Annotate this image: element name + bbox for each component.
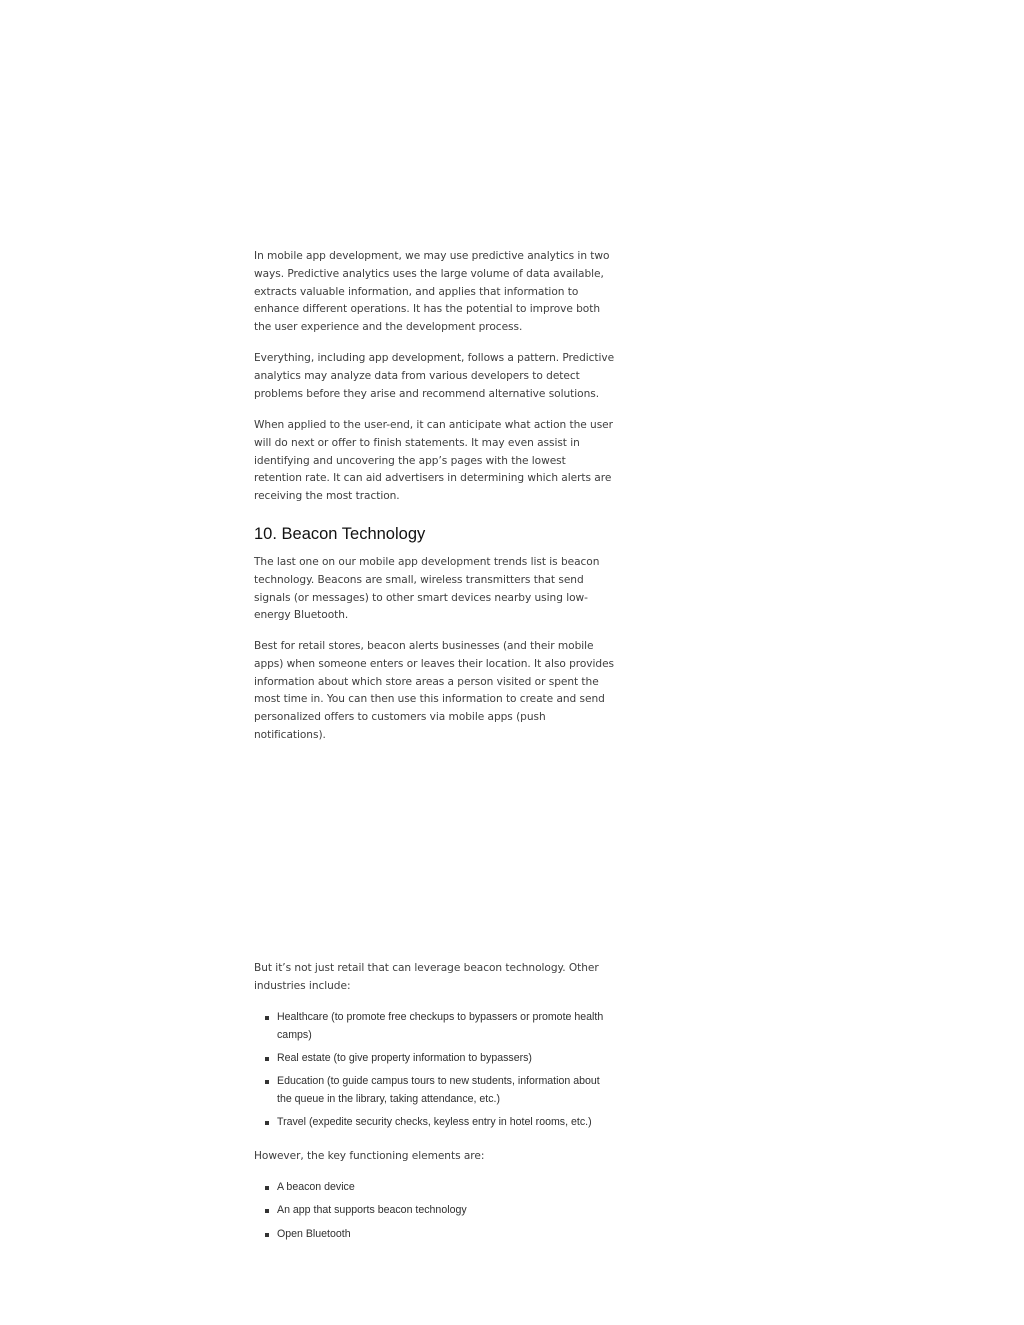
list-item: [254, 1009, 616, 1045]
paragraph-elements-intro: However, the key functioning elements are:: [254, 1150, 485, 1162]
list-item: [254, 1179, 616, 1197]
list-item: [254, 1226, 616, 1244]
bullet-icon: [265, 1233, 269, 1237]
list-item-text: Education (to guide campus tours to new students, information about the queue in the library, taking attendance, etc.): [277, 1075, 600, 1106]
paragraph-predictive-analytics-user-end: When applied to the user-end, it can anticipate what action the user will do next or offer to finish statements. It may even assist in identifying and uncovering the app’s pages with the lowest retention rate. It can aid advertisers in determining which alerts are receiving the most traction.: [254, 419, 613, 503]
key-elements-list: [254, 1179, 616, 1249]
paragraph-predictive-analytics-intro: In mobile app development, we may use predictive analytics in two ways. Predictive analytics uses the large volume of data available, extracts valuable information, and applies that information to enhance different operations. It has the potential to improve both the user experience and the development process.: [254, 250, 610, 334]
industries-list: [254, 1009, 616, 1138]
list-item-text: Travel (expedite security checks, keyless entry in hotel rooms, etc.): [277, 1116, 592, 1129]
list-item-text: Healthcare (to promote free checkups to bypassers or promote health camps): [277, 1011, 604, 1041]
bullet-icon: [265, 1186, 269, 1190]
paragraph-beacon-retail: Best for retail stores, beacon alerts businesses (and their mobile apps) when someone enters or leaves their location. It also provides information about which store areas a person visited or spent the most time in. You can then use this information to create and send personalized offers to customers via mobile apps (push notifications).: [254, 640, 615, 741]
list-item-text: Open Bluetooth: [277, 1227, 351, 1240]
section-heading-beacon-technology: 10. Beacon Technology: [254, 525, 426, 543]
list-item-text: Real estate (to give property information to bypassers): [277, 1052, 532, 1065]
list-item-text: A beacon device: [277, 1181, 355, 1193]
bullet-icon: [265, 1016, 269, 1020]
list-item: [254, 1202, 616, 1220]
paragraph-industries-intro: But it’s not just retail that can leverage beacon technology. Other industries include:: [254, 962, 599, 992]
bullet-icon: [265, 1057, 269, 1061]
bullet-icon: [265, 1080, 269, 1084]
list-item: [254, 1050, 616, 1068]
list-item: [254, 1114, 616, 1132]
list-item-text: An app that supports beacon technology: [277, 1204, 467, 1217]
list-item: [254, 1073, 616, 1109]
paragraph-predictive-analytics-pattern: Everything, including app development, follows a pattern. Predictive analytics may analyze data from various developers to detect problems before they arise and recommend alternative solutions.: [254, 352, 615, 400]
paragraph-beacon-intro: The last one on our mobile app development trends list is beacon technology. Beacons are small, wireless transmitters that send signals (or messages) to other smart devices nearby using low-energy Bluetooth.: [254, 556, 600, 622]
bullet-icon: [265, 1209, 269, 1213]
bullet-icon: [265, 1121, 269, 1125]
